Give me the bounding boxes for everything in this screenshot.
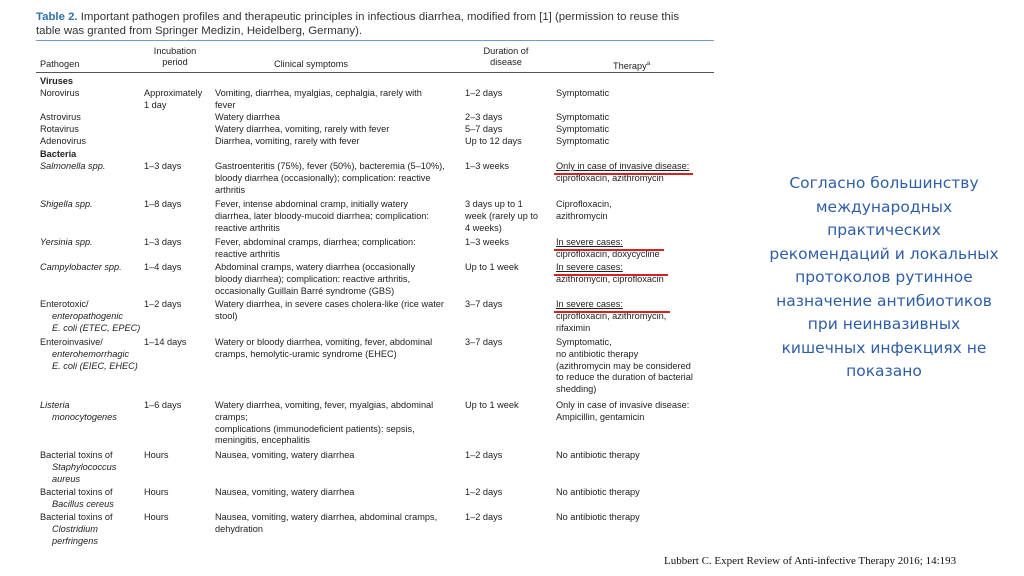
duration-cell-line: Up to 1 week xyxy=(465,262,519,272)
symptoms-cell-line: Nausea, vomiting, watery diarrhea, abdominal cramps, xyxy=(215,512,438,522)
symptoms-cell-line: fever xyxy=(215,99,236,110)
therapy-cell-line: azithromycin xyxy=(556,210,608,221)
symptoms-cell-line: Vomiting, diarrhea, myalgias, cephalgia, rarely with xyxy=(215,88,422,98)
duration-cell xyxy=(465,487,502,499)
pathogen-cell-line: Bacillus cereus xyxy=(52,498,114,509)
pathogen-cell xyxy=(40,161,105,173)
symptoms-cell-line: Fever, abdominal cramps, diarrhea; complication: xyxy=(215,237,416,247)
pathogen-cell xyxy=(40,199,93,211)
therapy-cell-line: Symptomatic xyxy=(556,136,610,146)
pathogen-cell xyxy=(40,76,73,88)
header-duration-line2: disease xyxy=(490,57,522,67)
duration-cell-line: 2–3 days xyxy=(465,112,503,122)
therapy-cell xyxy=(556,450,640,462)
symptoms-cell-line: diarrhea, later bloody-mucoid diarrhea; complication: xyxy=(215,210,429,221)
incubation-cell-line: 1–14 days xyxy=(144,337,187,347)
symptoms-cell xyxy=(215,400,433,447)
symptoms-cell-line: Watery diarrhea, vomiting, rarely with fever xyxy=(215,124,390,134)
pathogen-cell-line: Yersinia spp. xyxy=(40,237,93,247)
therapy-cell-line: no antibiotic therapy xyxy=(556,348,639,359)
symptoms-cell xyxy=(215,161,445,196)
incubation-cell-line: 1–2 days xyxy=(144,299,182,309)
incubation-cell-line: 1–3 days xyxy=(144,161,182,171)
pathogen-cell xyxy=(40,136,86,148)
pathogen-cell-line: aureus xyxy=(52,473,81,484)
symptoms-cell-line: Nausea, vomiting, watery diarrhea xyxy=(215,487,355,497)
duration-cell xyxy=(465,199,538,234)
duration-cell xyxy=(465,262,519,274)
incubation-cell-line: Hours xyxy=(144,487,169,497)
therapy-cell xyxy=(556,299,666,334)
symptoms-cell xyxy=(215,237,416,261)
incubation-cell-line: 1 day xyxy=(144,99,167,110)
russian-note: Согласно большинству международных практических рекомендаций и локальных протоколов рутинное назначение антибиотиков при неинвазивных кишечных инфекциях не показано xyxy=(769,174,999,380)
duration-cell-line: 5–7 days xyxy=(465,124,503,134)
symptoms-cell-line: stool) xyxy=(215,310,238,321)
pathogen-cell xyxy=(40,400,117,424)
pathogen-cell-line: Shigella spp. xyxy=(40,199,93,209)
pathogen-cell-line: Salmonella spp. xyxy=(40,161,106,171)
duration-cell xyxy=(465,161,509,173)
symptoms-cell-line: complications (immunodeficient patients): sepsis, xyxy=(215,423,415,434)
therapy-cell-line: azithromycin, ciprofloxacin xyxy=(556,273,664,284)
red-underline xyxy=(554,173,693,175)
therapy-cell-line: In severe cases: xyxy=(556,262,623,272)
pathogen-cell-line: Enterotoxic/ xyxy=(40,299,89,309)
duration-cell-line: 4 weeks) xyxy=(465,222,502,233)
therapy-cell xyxy=(556,112,609,124)
symptoms-cell-line: Watery diarrhea xyxy=(215,112,281,122)
therapy-cell-line: (azithromycin may be considered xyxy=(556,360,691,371)
pathogen-cell-line: E. coli (EIEC, EHEC) xyxy=(52,360,138,371)
pathogen-cell-line: Bacterial toxins of xyxy=(40,487,113,497)
duration-cell-line: 1–2 days xyxy=(465,487,503,497)
duration-cell xyxy=(465,512,502,524)
symptoms-cell-line: Watery diarrhea, in severe cases cholera-like (rice water xyxy=(215,299,444,309)
therapy-cell-line: Symptomatic xyxy=(556,112,610,122)
pathogen-cell-line: enteropathogenic xyxy=(52,310,124,321)
incubation-cell xyxy=(144,487,169,499)
symptoms-cell-line: Abdominal cramps, watery diarrhea (occasionally xyxy=(215,262,416,272)
therapy-cell-line: No antibiotic therapy xyxy=(556,487,640,497)
pathogen-cell xyxy=(40,337,138,372)
header-therapy-footnote: a xyxy=(646,61,651,67)
therapy-cell xyxy=(556,199,612,223)
therapy-cell-line: Symptomatic, xyxy=(556,337,612,347)
duration-cell-line: 3–7 days xyxy=(465,299,503,309)
symptoms-cell-line: Gastroenteritis (75%), fever (50%), bacteremia (5–10%), xyxy=(215,161,445,171)
incubation-cell-line: Hours xyxy=(144,512,169,522)
pathogen-cell-line: Staphylococcus xyxy=(52,461,117,472)
incubation-cell-line: 1–6 days xyxy=(144,400,182,410)
pathogen-cell xyxy=(40,149,76,161)
therapy-cell-line: No antibiotic therapy xyxy=(556,450,640,460)
incubation-cell xyxy=(144,512,169,524)
therapy-cell-line: No antibiotic therapy xyxy=(556,512,640,522)
therapy-cell-line: ciprofloxacin, doxycycline xyxy=(556,248,660,259)
duration-cell-line: 3–7 days xyxy=(465,337,503,347)
symptoms-cell xyxy=(215,487,354,499)
pathogen-cell xyxy=(40,112,81,124)
duration-cell-line: 3 days up to 1 xyxy=(465,199,523,209)
incubation-cell xyxy=(144,337,186,349)
header-pathogen: Pathogen xyxy=(40,59,80,69)
duration-cell-line: Up to 12 days xyxy=(465,136,522,146)
incubation-cell xyxy=(144,299,181,311)
pathogen-cell-line: Adenovirus xyxy=(40,136,86,146)
symptoms-cell-line: reactive arthritis xyxy=(215,222,280,233)
therapy-cell xyxy=(556,512,640,524)
duration-cell-line: 1–2 days xyxy=(465,450,503,460)
table-label: Table 2. xyxy=(36,11,78,23)
symptoms-cell-line: Diarrhea, vomiting, rarely with fever xyxy=(215,136,360,146)
symptoms-cell xyxy=(215,88,422,112)
citation: Lubbert C. Expert Review of Anti-infective Therapy 2016; 14:193 xyxy=(664,555,957,567)
duration-cell xyxy=(465,299,502,311)
duration-cell-line: Up to 1 week xyxy=(465,400,519,410)
header-incubation-line2: period xyxy=(162,57,188,67)
symptoms-cell xyxy=(215,124,389,136)
pathogen-cell xyxy=(40,299,140,334)
therapy-cell-line: Only in case of invasive disease: xyxy=(556,400,690,410)
caption-text-line2: table was granted from Springer Medizin, Heidelberg, Germany). xyxy=(36,25,363,37)
symptoms-cell-line: Watery or bloody diarrhea, vomiting, fever, abdominal xyxy=(215,337,433,347)
duration-cell-line: 1–3 weeks xyxy=(465,161,509,171)
duration-cell xyxy=(465,124,502,136)
pathogen-cell-line: Rotavirus xyxy=(40,124,79,134)
incubation-cell xyxy=(144,199,181,211)
therapy-cell xyxy=(556,136,609,148)
pathogen-cell xyxy=(40,124,79,136)
duration-cell xyxy=(465,400,519,412)
header-therapy-text: Therapy xyxy=(613,61,647,72)
symptoms-cell-line: cramps; xyxy=(215,411,248,422)
symptoms-cell-line: cramps, hemolytic-uramic syndrome (EHEC) xyxy=(215,348,397,359)
incubation-cell xyxy=(144,450,169,462)
symptoms-cell-line: bloody diarrhea (occasionally); complication: reactive xyxy=(215,172,431,183)
symptoms-cell-line: dehydration xyxy=(215,523,264,534)
incubation-cell xyxy=(144,88,202,112)
symptoms-cell xyxy=(215,112,280,124)
therapy-cell-line: Ciprofloxacin, xyxy=(556,199,612,209)
symptoms-cell-line: arthritis xyxy=(215,184,246,195)
therapy-cell xyxy=(556,124,609,136)
symptoms-cell xyxy=(215,262,415,297)
pathogen-cell-line: Campylobacter spp. xyxy=(40,262,122,272)
caption-text-line1: Important pathogen profiles and therapeutic principles in infectious diarrhea, modified from [1] (permission to reuse this xyxy=(77,11,680,23)
therapy-cell-line: Symptomatic xyxy=(556,88,610,98)
symptoms-cell-line: meningitis, encephalitis xyxy=(215,435,310,446)
red-underline xyxy=(554,249,664,251)
therapy-cell-line: Only in case of invasive disease: xyxy=(556,161,690,171)
pathogen-cell-line: perfringens xyxy=(52,535,98,546)
pathogen-cell-line: Bacteria xyxy=(40,149,77,159)
pathogen-cell-line: Enteroinvasive/ xyxy=(40,337,103,347)
symptoms-cell-line: Nausea, vomiting, watery diarrhea xyxy=(215,450,355,460)
duration-cell-line: week (rarely up to xyxy=(465,210,539,221)
incubation-cell-line: Hours xyxy=(144,450,169,460)
pathogen-cell xyxy=(40,88,79,100)
therapy-cell-line: In severe cases: xyxy=(556,237,623,247)
pathogen-cell-line: enterohemorrhagic xyxy=(52,348,130,359)
duration-cell xyxy=(465,237,509,249)
incubation-cell-line: 1–4 days xyxy=(144,262,182,272)
symptoms-cell-line: reactive arthritis xyxy=(215,248,280,259)
duration-cell-line: 1–3 weeks xyxy=(465,237,509,247)
therapy-cell-line: ciprofloxacin, azithromycin xyxy=(556,172,664,183)
pathogen-cell xyxy=(40,512,113,547)
therapy-cell-line: Symptomatic xyxy=(556,124,610,134)
duration-cell-line: 1–2 days xyxy=(465,512,503,522)
pathogen-cell-line: Listeria xyxy=(40,400,70,410)
pathogen-cell xyxy=(40,237,93,249)
incubation-cell xyxy=(144,161,181,173)
pathogen-cell-line: Astrovirus xyxy=(40,112,81,122)
symptoms-cell xyxy=(215,299,444,323)
therapy-cell-line: rifaximin xyxy=(556,322,591,333)
pathogen-cell-line: Clostridium xyxy=(52,523,98,534)
duration-cell-line: 1–2 days xyxy=(465,88,503,98)
header-symptoms: Clinical symptoms xyxy=(274,59,349,69)
symptoms-cell xyxy=(215,199,429,234)
symptoms-cell xyxy=(215,512,437,536)
symptoms-cell-line: Watery diarrhea, vomiting, fever, myalgias, abdominal xyxy=(215,400,434,410)
pathogen-cell-line: Norovirus xyxy=(40,88,80,98)
pathogen-cell-line: Bacterial toxins of xyxy=(40,512,113,522)
therapy-cell-line: to reduce the duration of bacterial xyxy=(556,372,693,383)
incubation-cell xyxy=(144,400,181,412)
therapy-cell-line: shedding) xyxy=(556,384,597,395)
symptoms-cell-line: occasionally Guillain Barré syndrome (GBS) xyxy=(215,285,395,296)
therapy-cell xyxy=(556,487,640,499)
pathogen-cell-line: Viruses xyxy=(40,76,74,86)
incubation-cell xyxy=(144,237,181,249)
pathogen-cell-line: E. coli (ETEC, EPEC) xyxy=(52,322,141,333)
pathogen-cell xyxy=(40,487,114,511)
red-underline xyxy=(554,274,668,276)
symptoms-cell xyxy=(215,136,360,148)
duration-cell xyxy=(465,88,502,100)
therapy-cell xyxy=(556,88,609,100)
duration-cell xyxy=(465,450,502,462)
therapy-cell-line: Ampicillin, gentamicin xyxy=(556,411,645,422)
pathogen-cell xyxy=(40,262,122,274)
duration-cell xyxy=(465,136,522,148)
therapy-cell-line: In severe cases: xyxy=(556,299,623,309)
pathogen-cell xyxy=(40,450,116,485)
symptoms-cell-line: bloody diarrhea); complication: reactive arthritis, xyxy=(215,273,411,284)
therapy-cell-line: ciprofloxacin, azithromycin, xyxy=(556,310,667,321)
header-incubation-line1: Incubation xyxy=(153,46,197,56)
symptoms-cell xyxy=(215,450,354,462)
duration-cell xyxy=(465,112,502,124)
incubation-cell xyxy=(144,262,181,274)
duration-cell xyxy=(465,337,502,349)
incubation-cell-line: 1–3 days xyxy=(144,237,182,247)
therapy-cell xyxy=(556,400,689,424)
therapy-cell xyxy=(556,337,693,396)
symptoms-cell-line: Fever, intense abdominal cramp, initially watery xyxy=(215,199,409,209)
pathogen-cell-line: monocytogenes xyxy=(52,411,117,422)
red-underline xyxy=(554,311,670,313)
pathogen-cell-line: Bacterial toxins of xyxy=(40,450,113,460)
incubation-cell-line: 1–8 days xyxy=(144,199,182,209)
symptoms-cell xyxy=(215,337,432,361)
incubation-cell-line: Approximately xyxy=(144,88,203,98)
header-duration-line1: Duration of xyxy=(483,46,529,56)
